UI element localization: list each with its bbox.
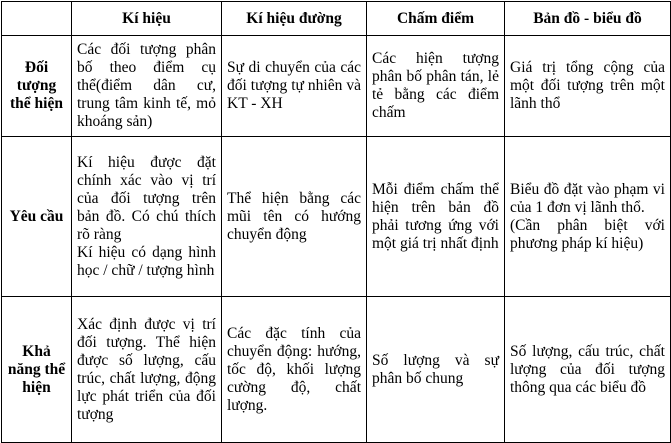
header-cham-diem: Chấm điểm <box>367 2 505 36</box>
table-cell: Thể hiện bằng các mũi tên có hướng chuyển động <box>222 137 367 297</box>
table-cell: Các đối tượng phân bố theo điểm cụ thể(điểm dân cư, trung tâm kinh tế, mỏ khoáng sản) <box>72 36 222 137</box>
row-label: Đối tượng thể hiện <box>2 36 72 137</box>
table-row <box>2 297 671 443</box>
cell-text-extra: Kí hiệu có dạng hình học / chữ / tượng hình <box>77 243 216 279</box>
table-cell: Mỗi điểm chấm thể hiện trên bản đồ phải tương ứng với một giá trị nhất định <box>367 137 505 297</box>
table-row <box>2 137 671 297</box>
table-row <box>2 36 671 137</box>
header-row <box>2 2 671 36</box>
table-cell: Số lượng, cấu trúc, chất lượng của đối tượng thông qua các biểu đồ <box>505 297 671 443</box>
table-cell <box>72 137 222 297</box>
table-cell: Xác định được vị trí đối tượng. Thể hiện được số lượng, cấu trúc, chất lượng, động lực phát triển của đối tượng <box>72 297 222 443</box>
table-cell: Giá trị tổng cộng của một đối tượng trên một lãnh thổ <box>505 36 671 137</box>
cell-text: Biểu đồ đặt vào phạm vi của 1 đơn vị lãnh thổ. <box>510 180 665 216</box>
table-cell: Các đặc tính của chuyển động: hướng, tốc độ, khối lượng cường độ, chất lượng. <box>222 297 367 443</box>
table-cell: Sự di chuyển của các đối tượng tự nhiên và KT - XH <box>222 36 367 137</box>
header-ki-hieu-duong: Kí hiệu đường <box>222 2 367 36</box>
cell-text-extra: (Cần phân biệt với phương pháp kí hiệu) <box>510 216 665 252</box>
header-ki-hieu: Kí hiệu <box>72 2 222 36</box>
cell-text: Kí hiệu được đặt chính xác vào vị trí của đối tượng trên bản đồ. Có chú thích rõ ràng <box>77 153 216 243</box>
header-ban-do-bieu-do: Bản đồ - biểu đồ <box>505 2 671 36</box>
header-corner <box>2 2 72 36</box>
row-label: Khả năng thể hiện <box>2 297 72 443</box>
table-cell <box>505 137 671 297</box>
table-cell: Các hiện tượng phân bố phân tán, lẻ tẻ bằng các điểm chấm <box>367 36 505 137</box>
row-label: Yêu cầu <box>2 137 72 297</box>
methods-table <box>1 1 671 443</box>
table-cell: Số lượng và sự phân bố chung <box>367 297 505 443</box>
